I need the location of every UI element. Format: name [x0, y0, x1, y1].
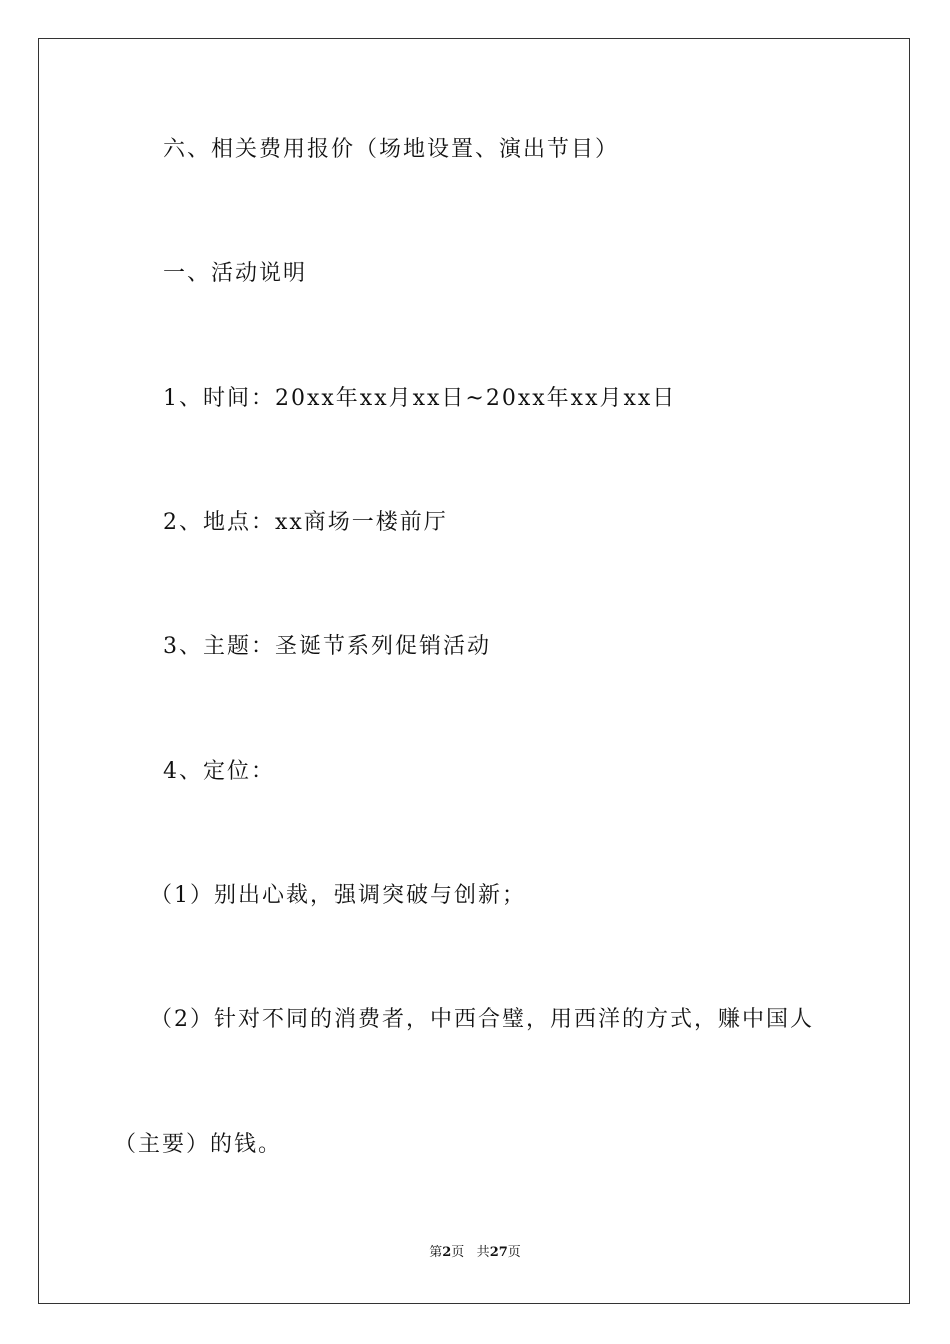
positioning-point-1: （1）别出心裁，强调突破与创新；: [150, 883, 526, 908]
positioning-point-2: （2）针对不同的消费者，中西合璧，用西洋的方式，赚中国人: [150, 1007, 814, 1032]
page-prefix: 第: [429, 1245, 443, 1260]
page-current: 2: [442, 1245, 452, 1260]
page-footer: [0, 1244, 950, 1262]
total-prefix: 共: [476, 1245, 490, 1260]
item-time: 1、时间：20xx年xx月xx日~20xx年xx月xx日: [163, 386, 677, 411]
item-theme: 3、主题：圣诞节系列促销活动: [163, 634, 491, 659]
section-heading-six: 六、相关费用报价（场地设置、演出节目）: [163, 137, 620, 162]
page-border: [38, 38, 910, 1304]
item-location: 2、地点：xx商场一楼前厅: [163, 510, 448, 535]
item-positioning: 4、定位：: [163, 759, 275, 784]
total-suffix: 页: [507, 1245, 521, 1260]
positioning-point-2-continued: （主要）的钱。: [114, 1132, 283, 1157]
page-total: 27: [489, 1245, 508, 1260]
section-heading-one: 一、活动说明: [163, 261, 308, 286]
page-suffix: 页: [451, 1245, 465, 1260]
